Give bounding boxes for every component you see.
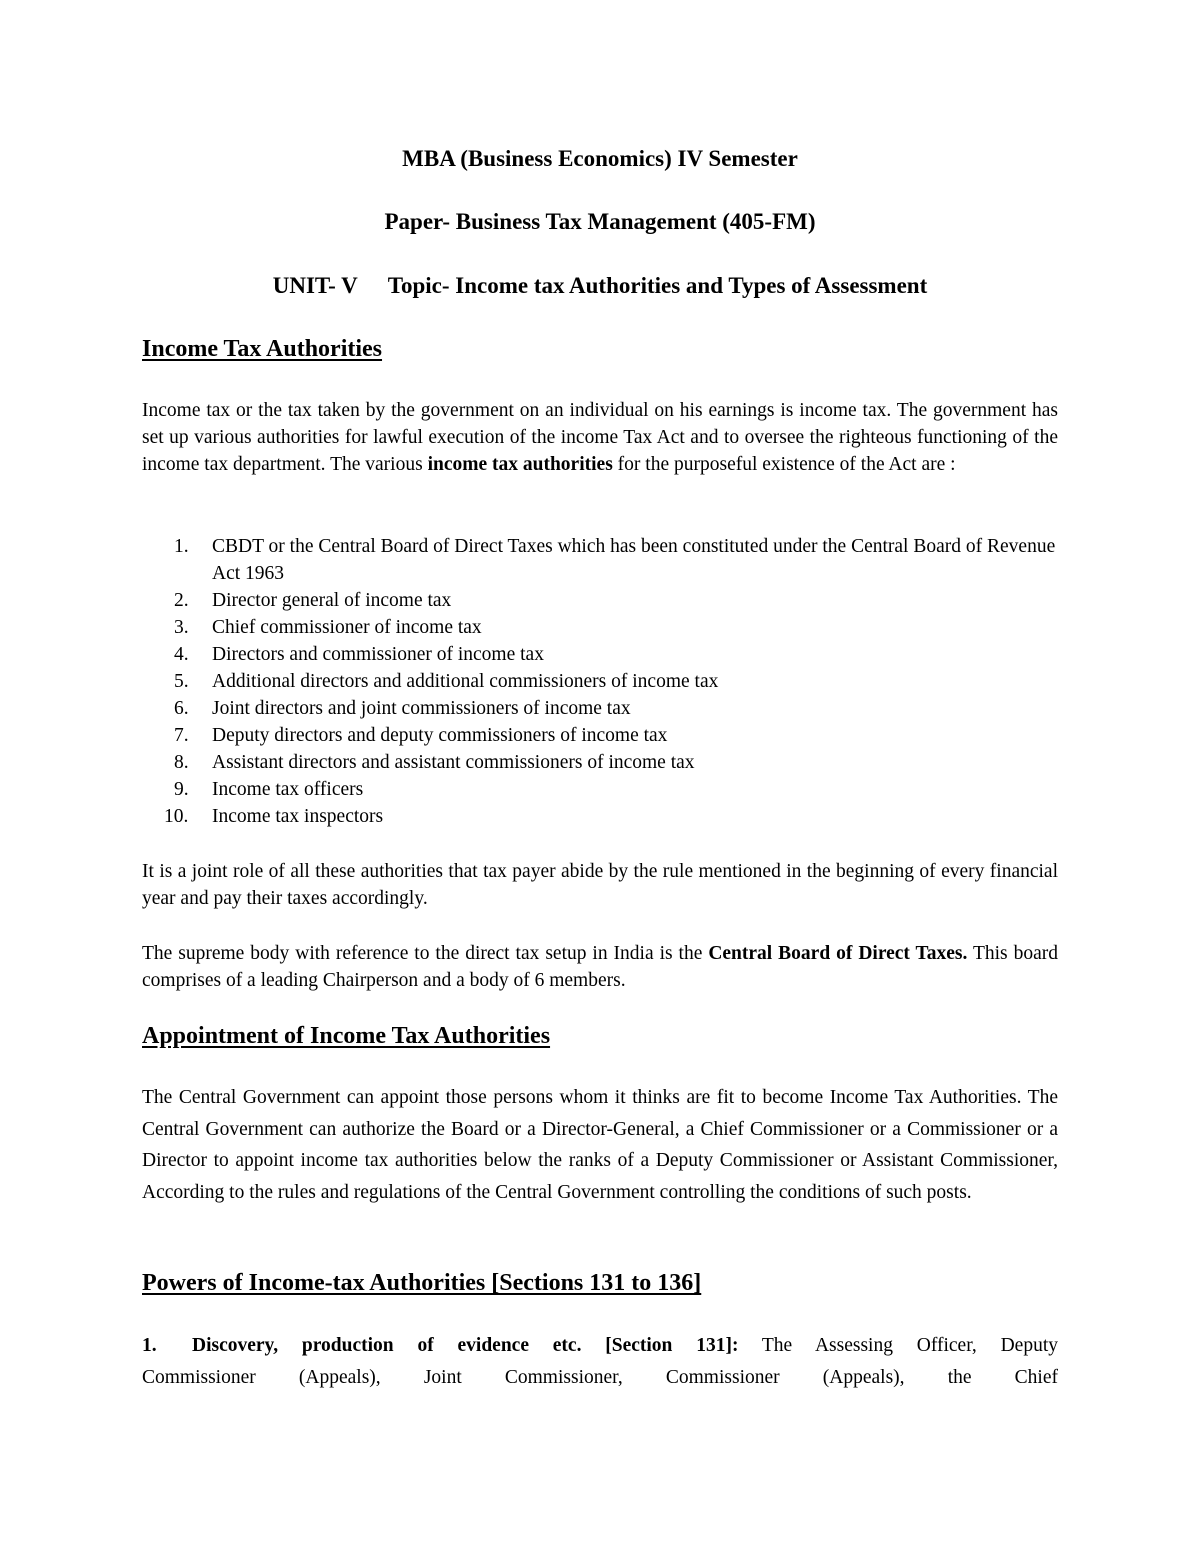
- supreme-bold-text: Central Board of Direct Taxes.: [708, 943, 968, 964]
- list-item: [142, 803, 1058, 830]
- list-item-text: Chief commissioner of income tax: [212, 617, 482, 638]
- list-item: [142, 749, 1058, 776]
- list-item: [142, 722, 1058, 749]
- list-number: 4.: [174, 644, 189, 665]
- list-item: [142, 695, 1058, 722]
- list-number: 10.: [164, 806, 189, 827]
- list-number: 6.: [174, 698, 189, 719]
- paper-title: Paper- Business Tax Management (405-FM): [384, 209, 816, 234]
- list-item-text: Assistant directors and assistant commissioners of income tax: [212, 752, 695, 773]
- list-item: [142, 533, 1058, 587]
- unit-topic-line: [0, 272, 1200, 300]
- powers-item-line1: [142, 1330, 1058, 1362]
- powers-item-number: 1.: [142, 1335, 157, 1356]
- authorities-list: [142, 533, 1058, 830]
- heading-powers: Powers of Income-tax Authorities [Sections 131 to 136]: [142, 1270, 702, 1296]
- list-number: 7.: [174, 725, 189, 746]
- list-item: [142, 668, 1058, 695]
- list-item: [142, 776, 1058, 803]
- list-item-text: Director general of income tax: [212, 590, 452, 611]
- intro-text: Income tax or the tax taken by the government on an individual on his earnings is income tax. The government has set up various authorities for lawful execution of the income Tax Act and to oversee the righteous functioning of the income tax department. The various: [142, 400, 1058, 475]
- unit-label: UNIT- V: [272, 273, 358, 298]
- powers-item-line2: Commissioner (Appeals), Joint Commissioner, Commissioner (Appeals), the Chief: [142, 1367, 1058, 1388]
- intro-text-end: for the purposeful existence of the Act are :: [612, 454, 956, 475]
- list-item-text: Income tax inspectors: [212, 806, 384, 827]
- powers-item-lead: Discovery, production of evidence etc. [Section 131]:: [192, 1335, 739, 1356]
- list-item-text: Additional directors and additional commissioners of income tax: [212, 671, 719, 692]
- intro-bold-text: income tax authorities: [427, 454, 613, 475]
- list-item-text: Joint directors and joint commissioners of income tax: [212, 698, 631, 719]
- list-item-text: Deputy directors and deputy commissioners of income tax: [212, 725, 668, 746]
- supreme-text-end: This board comprises of a leading Chairperson and a body of 6 members.: [142, 943, 1058, 991]
- list-item-text: Income tax officers: [212, 779, 364, 800]
- joint-role-paragraph: It is a joint role of all these authorities that tax payer abide by the rule mentioned in the beginning of every financial year and pay their taxes accordingly.: [142, 861, 1058, 909]
- topic-label: Topic- Income tax Authorities and Types of Assessment: [387, 273, 928, 298]
- list-number: 1.: [174, 536, 189, 557]
- list-item-text: CBDT or the Central Board of Direct Taxes which has been constituted under the Central Board of Revenue Act 1963: [212, 536, 1056, 584]
- intro-paragraph: [142, 397, 1058, 478]
- list-item: [142, 587, 1058, 614]
- list-item: [142, 614, 1058, 641]
- list-number: 9.: [174, 779, 189, 800]
- supreme-text: The supreme body with reference to the direct tax setup in India is the: [142, 943, 709, 964]
- list-item: [142, 641, 1058, 668]
- list-number: 2.: [174, 590, 189, 611]
- list-number: 3.: [174, 617, 189, 638]
- appointment-paragraph: The Central Government can appoint those persons whom it thinks are fit to become Income Tax Authorities. The Central Government can authorize the Board or a Director-General, a Chief Commissioner or a Commissioner or a Director to appoint income tax authorities below the ranks of a Deputy Commissioner or Assistant Commissioner, According to the rules and regulations of the Central Government controlling the conditions of such posts.: [142, 1087, 1058, 1203]
- course-title: MBA (Business Economics) IV Semester: [402, 146, 798, 171]
- list-item-text: Directors and commissioner of income tax: [212, 644, 544, 665]
- heading-income-tax-authorities: Income Tax Authorities: [142, 336, 383, 362]
- list-number: 8.: [174, 752, 189, 773]
- powers-item-text: The Assessing Officer, Deputy: [738, 1335, 1058, 1356]
- supreme-body-paragraph: [142, 940, 1058, 994]
- list-number: 5.: [174, 671, 189, 692]
- heading-appointment: Appointment of Income Tax Authorities: [142, 1023, 551, 1049]
